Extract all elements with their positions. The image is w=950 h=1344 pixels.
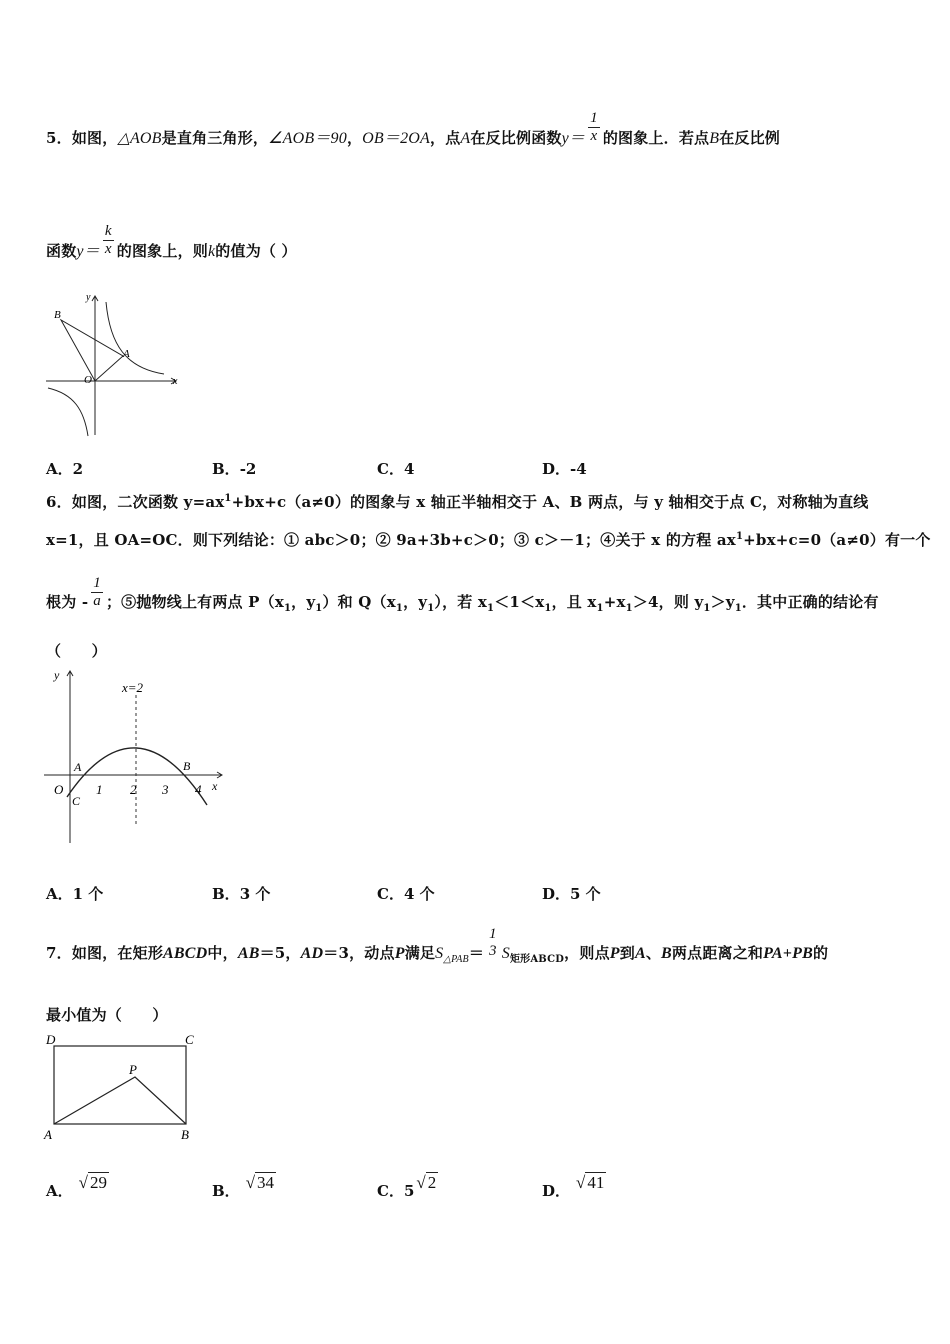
q6-tick-4: 4 xyxy=(195,782,202,797)
q6-line-4: （ ） xyxy=(46,642,107,660)
q6-parabola xyxy=(67,748,207,805)
q7-option-d[interactable]: D． √ 41 xyxy=(542,1173,605,1200)
q6-label-x: x xyxy=(212,779,218,793)
q6-option-d[interactable]: D．5 个 xyxy=(542,885,601,903)
q5-triangle-aob xyxy=(61,320,123,381)
q5-option-b[interactable]: B．-2 xyxy=(212,460,257,478)
q5-line-1: 5．如图，△AOB是直角三角形，∠AOB＝90，OB＝2OA，点A在反比例函数y＝ $\frac{1}{x}$ 的图象上．若点B在反比例 xyxy=(46,109,781,147)
q6-label-axis: x=2 xyxy=(122,680,144,695)
q7-label-c: C xyxy=(185,1032,194,1047)
q6-option-a[interactable]: A．1 个 xyxy=(46,885,104,903)
q7-label-p: P xyxy=(129,1062,137,1077)
q6-line-3: 根为 - $\frac{1}{a}$ ；⑤抛物线上有两点 $P(x_1$，$y_1$）和 $Q(x_1$，$y_1$），若 $x_1<1<x_1$，且 $x_1+x_1>4$，则 $y_1>y_1$．其中正确的结论有 xyxy=(46,574,879,614)
q7-line-2: 最小值为（ ） xyxy=(46,1006,168,1024)
q7-label-b: B xyxy=(181,1127,189,1142)
q7-label-d: D xyxy=(46,1032,56,1047)
q5-label-a: A xyxy=(123,348,130,360)
q6-label-c: C xyxy=(72,794,81,808)
q7-option-c[interactable]: C．5 √ 2 xyxy=(377,1173,437,1200)
q7-option-a[interactable]: A． √ 29 xyxy=(46,1173,107,1200)
q6-tick-3: 3 xyxy=(162,782,169,797)
q5-label-y: y xyxy=(86,292,91,303)
q5-label-b: B xyxy=(54,309,61,321)
q6-label-a: A xyxy=(74,760,82,774)
q5-option-d[interactable]: D．-4 xyxy=(542,460,587,478)
q6-option-c[interactable]: C．4 个 xyxy=(377,885,435,903)
q6-line-1: 6．如图，二次函数 $y=ax^1+bx+c(a\ne 0)$的图象与 x 轴正半轴相交于 A、B 两点，与 y 轴相交于点 C，对称轴为直线 xyxy=(46,493,869,511)
q6-fraction-one-over-a: $\frac{1}{a}$ xyxy=(93,574,101,609)
q7-segments-pa-pb xyxy=(54,1077,186,1124)
q5-option-c[interactable]: C．4 xyxy=(377,460,415,478)
q6-label-o: O xyxy=(54,782,64,797)
q5-fraction-k-over-x: $\frac{k}{x}$ xyxy=(104,222,112,257)
q5-figure xyxy=(44,290,184,440)
q5-option-a[interactable]: A．2 xyxy=(46,460,84,478)
q5-fraction-one-over-x: $\frac{1}{x}$ xyxy=(590,109,598,144)
q6-label-b: B xyxy=(183,759,191,773)
q7-option-b[interactable]: B． √ 34 xyxy=(212,1173,275,1200)
q7-fraction-one-third: 1 3 xyxy=(489,926,497,959)
q5-hyperbola-left-branch xyxy=(48,388,88,436)
q6-label-y: y xyxy=(54,668,60,682)
q7-label-a: A xyxy=(44,1127,52,1142)
q7-figure xyxy=(42,1030,207,1145)
q6-tick-2: 2 xyxy=(130,782,137,797)
q6-line-2: x=1，且 OA=OC．则下列结论：① abc＞0；② 9a+3b+c＞0；③ c＞－1；④关于 x 的方程 $ax^1+bx+c=0(a\ne 0)$有一个 xyxy=(46,531,931,549)
q6-tick-1: 1 xyxy=(96,782,103,797)
q7-line-1: 7．如图，在矩形ABCD中，AB＝5，AD＝3，动点P满足$S_{\triangle PAB}=$ 1 3 $S_{矩形ABCD}$，则点P到A、B两点距离之和PA+PB的 xyxy=(46,926,829,965)
q5-line-2: 函数y＝ $\frac{k}{x}$ 的图象上，则k的值为（ ） xyxy=(46,222,297,260)
q6-figure xyxy=(40,665,230,847)
q5-label-o: O xyxy=(84,374,92,386)
q5-label-x: x xyxy=(173,376,178,387)
q6-option-b[interactable]: B．3 个 xyxy=(212,885,271,903)
